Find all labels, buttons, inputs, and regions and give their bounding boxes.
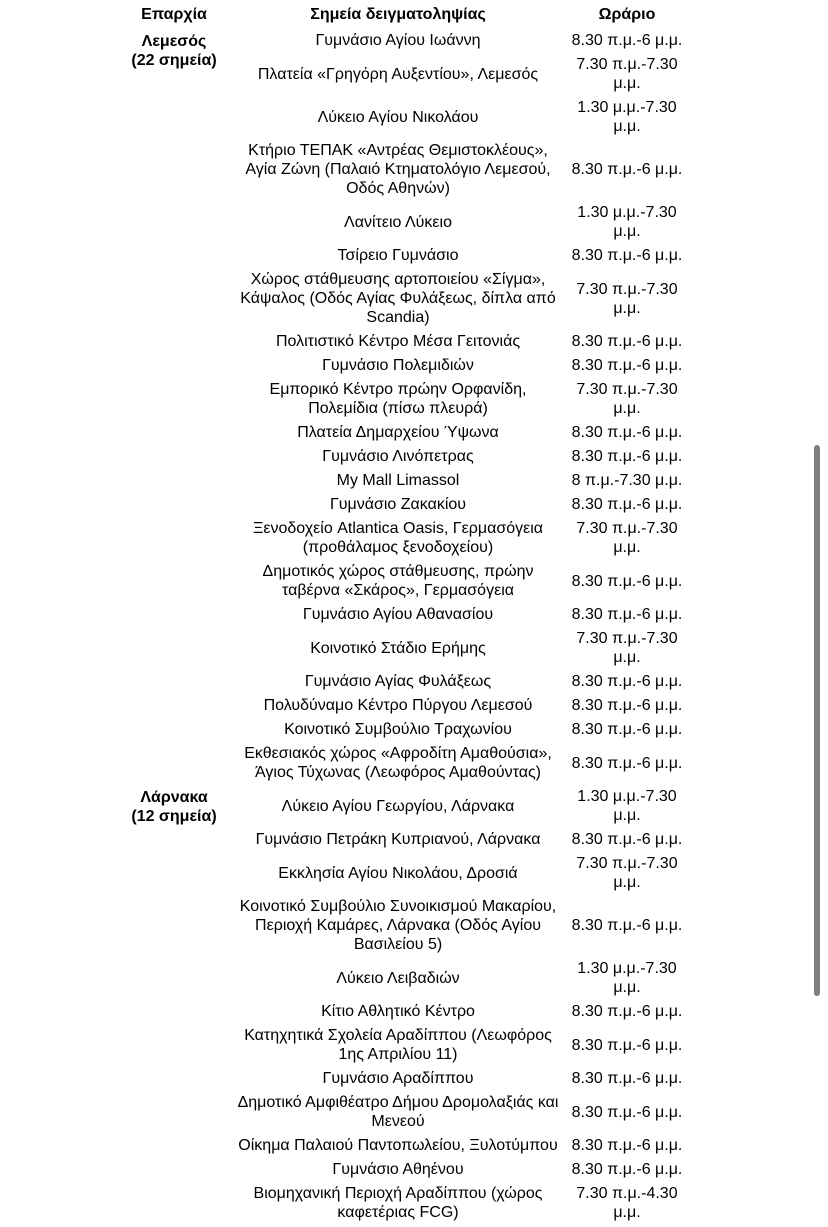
hours-cell: 8.30 π.μ.-6 μ.μ. <box>571 606 683 623</box>
location-cell: Εκκλησία Αγίου Νικολάου, Δροσιά <box>278 864 518 882</box>
district-count: (22 σημεία) <box>131 52 217 69</box>
hours-cell: 8.30 π.μ.-6 μ.μ. <box>571 697 683 714</box>
location-cell: Λύκειο Λειβαδιών <box>336 969 460 987</box>
location-cell: Γυμνάσιο Αθηένου <box>332 1161 464 1178</box>
location-cell: Εμπορικό Κέντρο πρώην Ορφανίδη, Πολεμίδια (πίσω πλευρά) <box>269 381 527 417</box>
table-header-row <box>116 3 690 29</box>
location-cell: Γυμνάσιο Αγίου Ιωάννη <box>315 32 481 49</box>
location-cell: Γυμνάσιο Αγίου Αθανασίου <box>302 606 494 623</box>
hours-cell: 7.30 π.μ.-4.30 μ.μ. <box>576 1185 678 1221</box>
hours-cell: 8 π.μ.-7.30 μ.μ. <box>571 472 683 489</box>
hours-cell: 8.30 π.μ.-6 μ.μ. <box>571 721 683 738</box>
location-cell: Κοινοτικό Συμβούλιο Τραχωνίου <box>284 721 512 738</box>
location-cell: My Mall Limassol <box>336 472 460 489</box>
hours-cell: 8.30 π.μ.-6 μ.μ. <box>571 1003 683 1020</box>
hours-cell: 1.30 μ.μ.-7.30 μ.μ. <box>577 788 677 824</box>
hours-cell: 8.30 π.μ.-6 μ.μ. <box>571 754 683 772</box>
location-cell: Κίτιο Αθλητικό Κέντρο <box>321 1003 475 1020</box>
hours-cell: 8.30 π.μ.-6 μ.μ. <box>571 357 683 374</box>
hours-cell: 8.30 π.μ.-6 μ.μ. <box>571 32 683 49</box>
hours-cell: 8.30 π.μ.-6 μ.μ. <box>571 1036 683 1054</box>
location-cell: Οίκημα Παλαιού Παντοπωλείου, Ξυλοτύμπου <box>238 1137 558 1154</box>
hours-cell: 7.30 π.μ.-7.30 μ.μ. <box>576 630 678 666</box>
location-cell: Γυμνάσιο Πετράκη Κυπριανού, Λάρνακα <box>255 831 541 848</box>
hours-cell: 8.30 π.μ.-6 μ.μ. <box>571 1103 683 1121</box>
hours-cell: 7.30 π.μ.-7.30 μ.μ. <box>576 280 678 317</box>
location-cell: Πολιτιστικό Κέντρο Μέσα Γειτονιάς <box>275 333 521 350</box>
hours-cell: 1.30 μ.μ.-7.30 μ.μ. <box>577 99 677 135</box>
location-cell: Ξενοδοχείο Atlantica Oasis, Γερμασόγεια (προθάλαμος ξενοδοχείου) <box>252 520 544 556</box>
table-row <box>116 785 690 828</box>
location-cell: Εκθεσιακός χώρος «Αφροδίτη Αμαθούσια», Άγιος Τύχωνας (Λεωφόρος Αμαθούντας) <box>244 745 552 781</box>
column-header-sampling-points: Σημεία δειγματοληψίας <box>310 6 486 23</box>
location-cell: Γυμνάσιο Αγίας Φυλάξεως <box>304 673 492 690</box>
location-cell: Γυμνάσιο Πολεμιδιών <box>322 357 474 374</box>
hours-cell: 8.30 π.μ.-6 μ.μ. <box>571 424 683 441</box>
location-cell: Κοινοτικό Συμβούλιο Συνοικισμού Μακαρίου, Περιοχή Καμάρες, Λάρνακα (Οδός Αγίου Βασιλείου 5) <box>239 898 557 953</box>
scrollbar-thumb[interactable] <box>814 445 820 996</box>
column-header-district: Επαρχία <box>141 6 207 23</box>
hours-cell: 1.30 μ.μ.-7.30 μ.μ. <box>577 204 677 240</box>
hours-cell: 7.30 π.μ.-7.30 μ.μ. <box>576 381 678 417</box>
location-cell: Βιομηχανική Περιοχή Αραδίππου (χώρος καφετέριας FCG) <box>253 1185 543 1221</box>
hours-cell: 8.30 π.μ.-6 μ.μ. <box>571 1161 683 1178</box>
location-cell: Τσίρειο Γυμνάσιο <box>337 247 459 264</box>
location-cell: Πλατεία Δημαρχείου Ύψωνα <box>297 424 499 441</box>
location-cell: Χώρος στάθμευσης αρτοποιείου «Σίγμα», Κάψαλος (Οδός Αγίας Φυλάξεως, δίπλα από Scandia) <box>240 271 556 326</box>
table-row <box>116 29 690 53</box>
district-count: (12 σημεία) <box>131 808 217 825</box>
hours-cell: 8.30 π.μ.-6 μ.μ. <box>571 1070 683 1087</box>
location-cell: Πολυδύναμο Κέντρο Πύργου Λεμεσού <box>263 697 533 714</box>
document-page <box>0 3 828 1225</box>
district-name: Λεμεσός <box>141 33 207 50</box>
hours-cell: 8.30 π.μ.-6 μ.μ. <box>571 1137 683 1154</box>
district-cell <box>116 29 232 785</box>
location-cell: Κατηχητικά Σχολεία Αραδίππου (Λεωφόρος 1ης Απριλίου 11) <box>244 1027 552 1063</box>
location-cell: Κτήριο ΤΕΠΑΚ «Αντρέας Θεμιστοκλέους», Αγία Ζώνη (Παλαιό Κτηματολόγιο Λεμεσού, Οδός Αθηνών) <box>245 142 551 197</box>
hours-cell: 8.30 π.μ.-6 μ.μ. <box>571 247 683 264</box>
hours-cell: 8.30 π.μ.-6 μ.μ. <box>571 448 683 465</box>
hours-cell: 1.30 μ.μ.-7.30 μ.μ. <box>577 960 677 996</box>
hours-cell: 8.30 π.μ.-6 μ.μ. <box>571 673 683 690</box>
hours-cell: 8.30 π.μ.-6 μ.μ. <box>571 161 683 178</box>
location-cell: Λύκειο Αγίου Νικολάου <box>317 108 479 126</box>
hours-cell: 8.30 π.μ.-6 μ.μ. <box>571 496 683 513</box>
hours-cell: 7.30 π.μ.-7.30 μ.μ. <box>576 56 678 92</box>
hours-cell: 8.30 π.μ.-6 μ.μ. <box>571 572 683 590</box>
location-cell: Λανίτειο Λύκειο <box>344 213 452 231</box>
location-cell: Γυμνάσιο Λινόπετρας <box>322 448 474 465</box>
location-cell: Κοινοτικό Στάδιο Ερήμης <box>310 639 486 657</box>
hours-cell: 8.30 π.μ.-6 μ.μ. <box>571 917 683 934</box>
table-body <box>116 29 690 1225</box>
location-cell: Λύκειο Αγίου Γεωργίου, Λάρνακα <box>281 797 515 815</box>
location-cell: Γυμνάσιο Ζακακίου <box>329 496 467 513</box>
district-name: Λάρνακα <box>140 789 208 806</box>
location-cell: Πλατεία «Γρηγόρη Αυξεντίου», Λεμεσός <box>257 65 539 83</box>
hours-cell: 8.30 π.μ.-6 μ.μ. <box>571 831 683 848</box>
location-cell: Δημοτικό Αμφιθέατρο Δήμου Δρομολαξιάς και Μενεού <box>237 1094 559 1130</box>
hours-cell: 8.30 π.μ.-6 μ.μ. <box>571 333 683 350</box>
column-header-hours: Ωράριο <box>598 6 656 23</box>
district-cell <box>116 785 232 1225</box>
hours-cell: 7.30 π.μ.-7.30 μ.μ. <box>576 520 678 556</box>
hours-cell: 7.30 π.μ.-7.30 μ.μ. <box>576 855 678 891</box>
location-cell: Γυμνάσιο Αραδίππου <box>322 1070 474 1087</box>
location-cell: Δημοτικός χώρος στάθμευσης, πρώην ταβέρνα «Σκάρος», Γερμασόγεια <box>262 563 534 599</box>
sampling-points-table <box>116 3 690 1225</box>
